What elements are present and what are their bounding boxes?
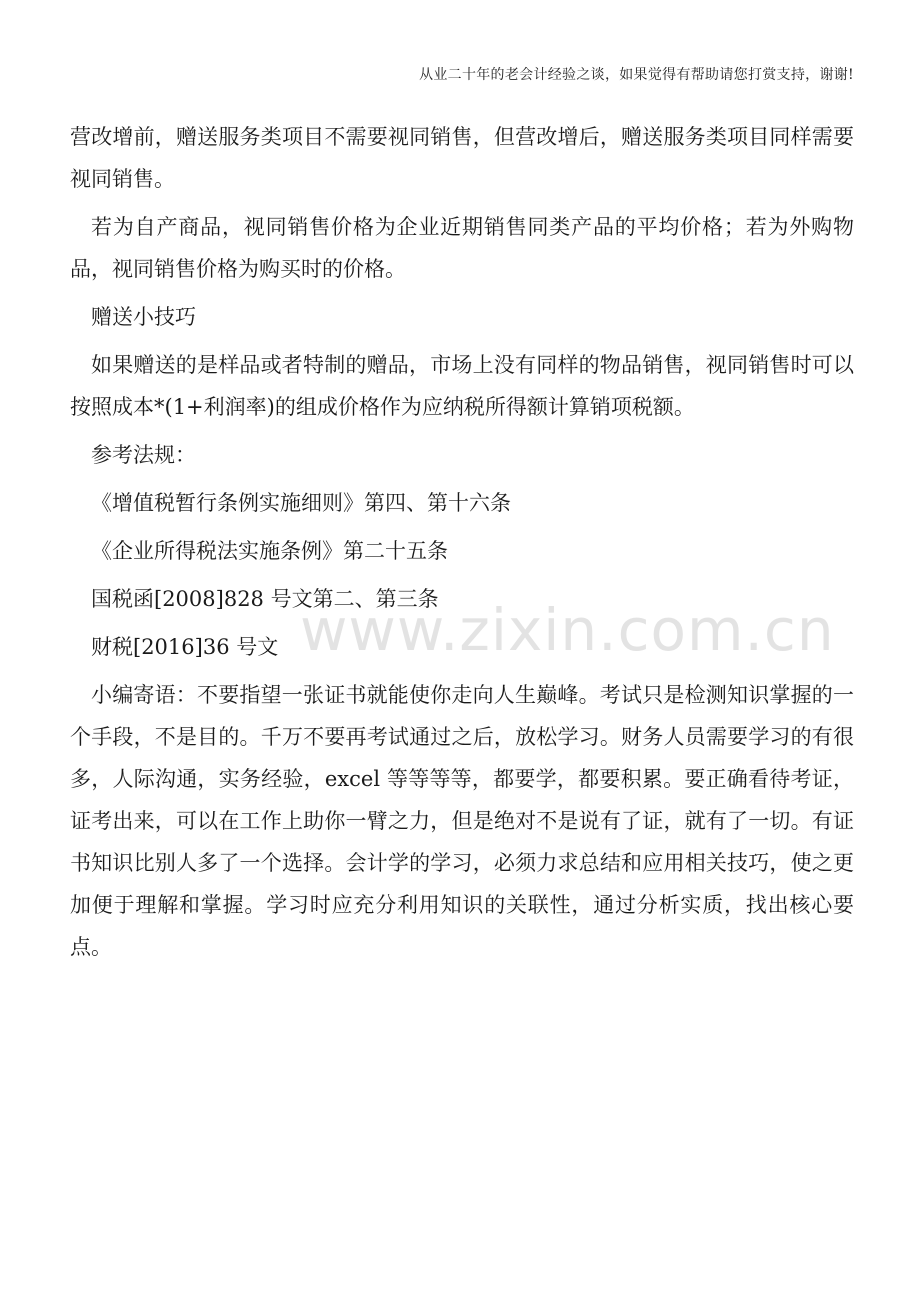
references-heading: 参考法规： bbox=[91, 443, 196, 467]
paragraph-tips: 如果赠送的是样品或者特制的赠品，市场上没有同样的物品销售，视同销售时可以按照成本*(1+利润率)的组成价格作为应纳税所得额计算销项税额。 bbox=[70, 353, 854, 419]
header-note: 从业二十年的老会计经验之谈，如果觉得有帮助请您打赏支持，谢谢! bbox=[419, 67, 854, 83]
paragraph-vat-reform: 营改增前，赠送服务类项目不需要视同销售，但营改增后，赠送服务类项目同样需要视同销售。 bbox=[70, 125, 854, 191]
reference-item: 《增值税暂行条例实施细则》第四、第十六条 bbox=[91, 491, 511, 515]
reference-item: 财税[2016]36 号文 bbox=[91, 635, 279, 659]
paragraph-pricing: 若为自产商品，视同销售价格为企业近期销售同类产品的平均价格；若为外购物品，视同销售价格为购买时的价格。 bbox=[70, 215, 854, 281]
section-heading-tips: 赠送小技巧 bbox=[91, 305, 196, 329]
document-body bbox=[70, 116, 854, 974]
reference-item: 《企业所得税法实施条例》第二十五条 bbox=[91, 539, 448, 563]
reference-item: 国税函[2008]828 号文第二、第三条 bbox=[91, 587, 439, 611]
watermark: www.zixin.com.cn bbox=[300, 596, 835, 664]
paragraph-editor-note: 小编寄语：不要指望一张证书就能使你走向人生巅峰。考试只是检测知识掌握的一个手段，不是目的。千万不要再考试通过之后，放松学习。财务人员需要学习的有很多，人际沟通，实务经验，excel 等等等等，都要学，都要积累。要正确看待考证，证考出来，可以在工作上助你一臂之力，但是绝对不是说有了证，就有了一切。有证书知识比别人多了一个选择。会计学的学习，必须力求总结和应用相关技巧，使之更加便于理解和掌握。学习时应充分利用知识的关联性，通过分析实质，找出核心要点。 bbox=[70, 683, 854, 959]
